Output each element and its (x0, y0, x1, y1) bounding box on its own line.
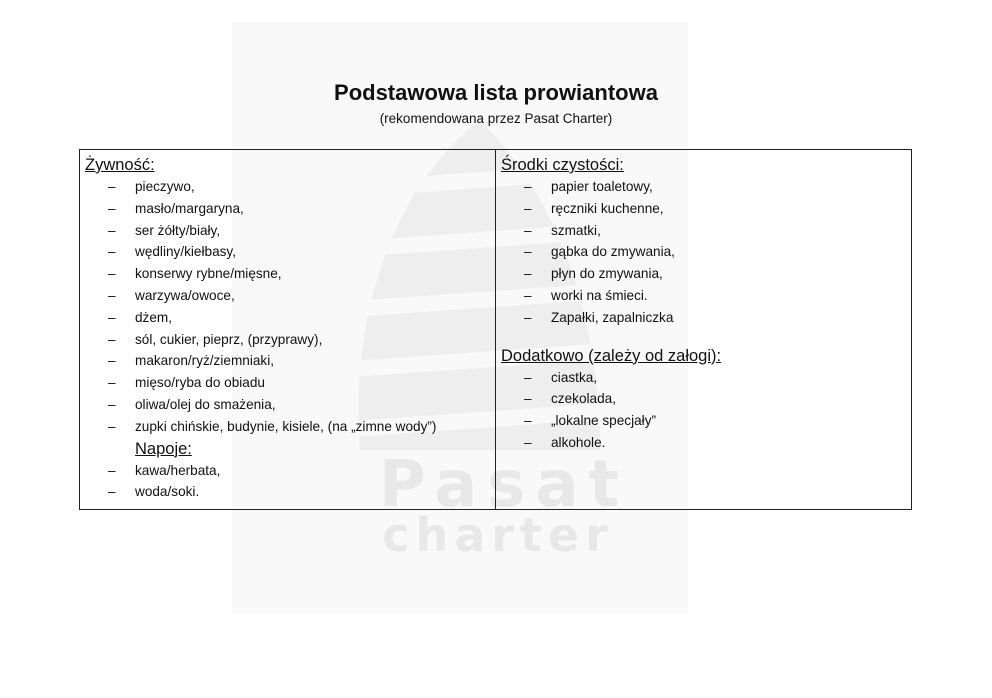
list-item (85, 372, 495, 394)
list-item (85, 460, 495, 482)
food-column (80, 150, 496, 509)
list-item (85, 220, 495, 242)
item-text: warzywa/owoce, (135, 287, 235, 303)
item-text: ser żółty/biały, (135, 222, 221, 238)
bullet-dash: – (108, 244, 116, 260)
bullet-dash: – (524, 434, 532, 450)
item-text: „lokalne specjały” (551, 413, 657, 429)
provisions-table (79, 149, 912, 510)
item-text: dżem, (135, 309, 173, 325)
cleaning-list (501, 176, 911, 329)
item-text: wędliny/kiełbasy, (135, 244, 236, 260)
extra-list (501, 367, 911, 454)
page-title: Podstawowa lista prowiantowa (334, 80, 658, 105)
bullet-dash: – (524, 222, 532, 238)
page-subtitle: (rekomendowana przez Pasat Charter) (379, 111, 613, 126)
drinks-list (85, 460, 495, 504)
list-item (501, 220, 911, 242)
item-text: woda/soki. (135, 484, 200, 500)
cleaning-heading: Środki czystości: (501, 156, 624, 174)
list-item (501, 285, 911, 307)
list-item (85, 285, 495, 307)
list-item (85, 241, 495, 263)
bullet-dash: – (524, 200, 532, 216)
bullet-dash: – (108, 331, 116, 347)
item-text: ręczniki kuchenne, (551, 200, 664, 216)
bullet-dash: – (524, 244, 532, 260)
food-heading: Żywność: (85, 156, 155, 174)
extra-heading: Dodatkowo (zależy od załogi): (501, 346, 722, 365)
watermark-word-charter: charter (382, 508, 614, 562)
list-item (501, 307, 911, 329)
bullet-dash: – (108, 200, 116, 216)
bullet-dash: – (524, 309, 532, 325)
list-item (85, 307, 495, 329)
bullet-dash: – (108, 266, 116, 282)
item-text: pieczywo, (135, 179, 195, 194)
list-item (85, 394, 495, 416)
food-list (85, 176, 495, 438)
list-item (85, 481, 495, 503)
bullet-dash: – (108, 309, 116, 325)
list-item (501, 410, 911, 432)
list-item (85, 198, 495, 220)
watermark-word-pasat: Pasat (378, 448, 630, 522)
item-text: sól, cukier, pieprz, (przyprawy), (135, 331, 323, 347)
bullet-dash: – (524, 287, 532, 303)
drinks-heading: Napoje: (135, 439, 192, 458)
list-item (85, 329, 495, 351)
item-text: zupki chińskie, budynie, kisiele, (na „zimne wody”) (135, 418, 437, 434)
bullet-dash: – (524, 391, 532, 407)
list-item (501, 432, 911, 454)
item-text: gąbka do zmywania, (551, 244, 675, 260)
list-item (501, 176, 911, 198)
bullet-dash: – (524, 369, 532, 385)
list-item (85, 350, 495, 372)
bullet-dash: – (108, 222, 116, 238)
list-item (85, 263, 495, 285)
item-text: mięso/ryba do obiadu (135, 375, 265, 391)
item-text: oliwa/olej do smażenia, (135, 396, 276, 412)
bullet-dash: – (524, 413, 532, 429)
item-text: masło/margaryna, (135, 200, 244, 216)
list-item (85, 176, 495, 198)
item-text: papier toaletowy, (551, 179, 653, 194)
list-item (85, 416, 495, 438)
item-text: czekolada, (551, 391, 616, 407)
bullet-dash: – (108, 287, 116, 303)
bullet-dash: – (108, 484, 116, 500)
bullet-dash: – (108, 462, 116, 478)
bullet-dash: – (524, 179, 532, 194)
item-text: Zapałki, zapalniczka (551, 309, 674, 325)
list-item (501, 367, 911, 389)
cleaning-column (496, 150, 911, 509)
item-text: ciastka, (551, 369, 598, 385)
bullet-dash: – (108, 418, 116, 434)
list-item (501, 198, 911, 220)
item-text: płyn do zmywania, (551, 266, 663, 282)
item-text: kawa/herbata, (135, 462, 221, 478)
item-text: alkohole. (551, 434, 606, 450)
list-item (501, 241, 911, 263)
bullet-dash: – (108, 396, 116, 412)
item-text: szmatki, (551, 222, 601, 238)
list-item (501, 263, 911, 285)
bullet-dash: – (108, 179, 116, 194)
bullet-dash: – (108, 375, 116, 391)
bullet-dash: – (524, 266, 532, 282)
list-item (501, 388, 911, 410)
item-text: makaron/ryż/ziemniaki, (135, 353, 274, 369)
item-text: konserwy rybne/mięsne, (135, 266, 282, 282)
item-text: worki na śmieci. (551, 287, 648, 303)
bullet-dash: – (108, 353, 116, 369)
